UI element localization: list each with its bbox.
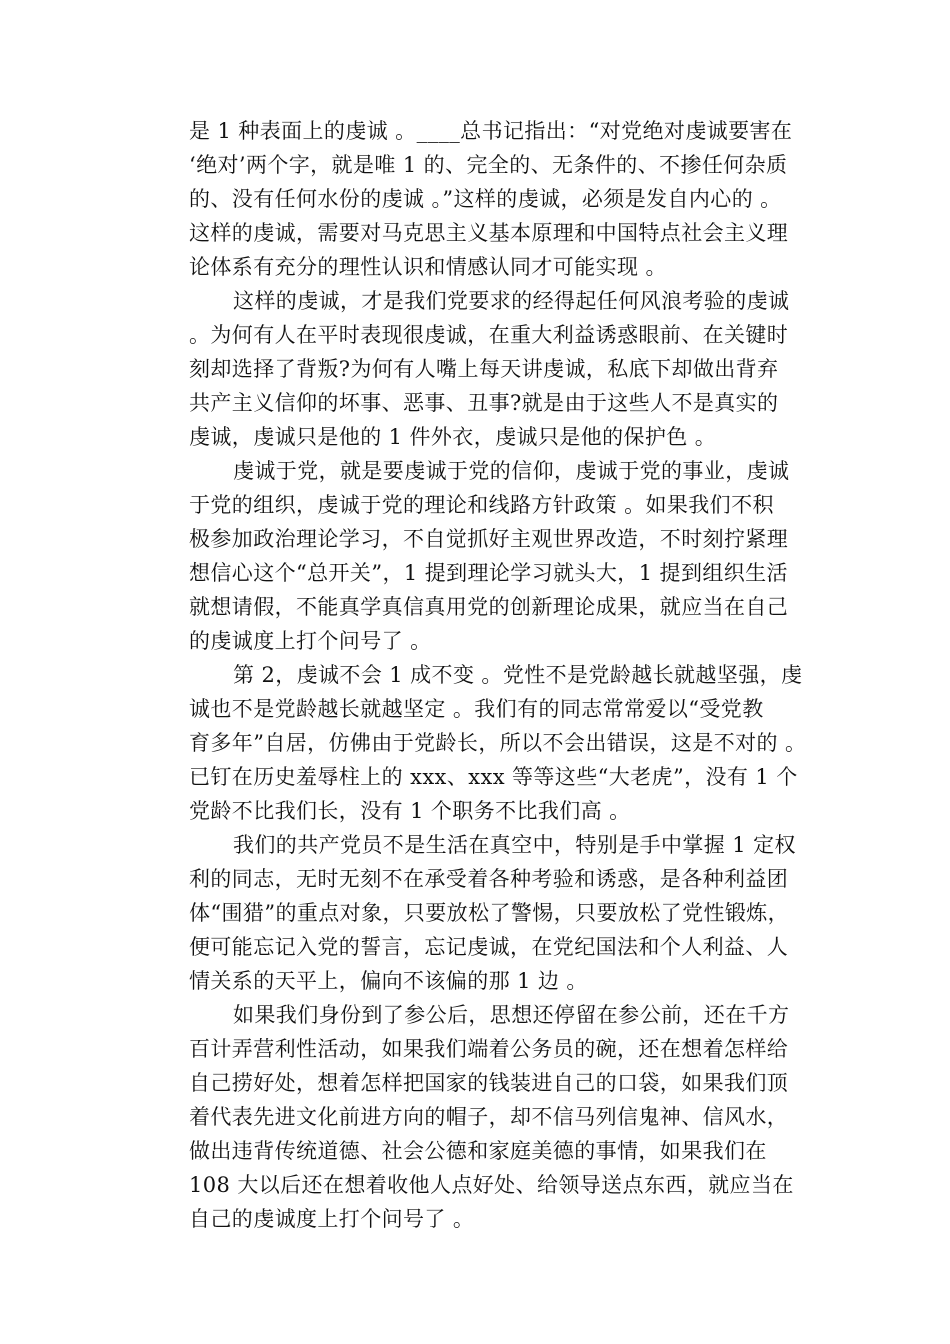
text-line: 着代表先进文化前进方向的帽子，却不信马列信鬼神、信风水， — [189, 1105, 789, 1129]
text-line: 虔诚，虔诚只是他的 1 件外衣，虔诚只是他的保护色 。 — [189, 425, 717, 449]
text-line: 于党的组织，虔诚于党的理论和线路方针政策 。如果我们不积 — [189, 493, 774, 517]
text-line: 第 2，虔诚不会 1 成不变 。党性不是党龄越长就越坚强，虔 — [233, 663, 803, 687]
text-line: 诚也不是党龄越长就越坚定 。我们有的同志常常爱以“受党教 — [189, 697, 764, 721]
text-line: 这样的虔诚，需要对马克思主义基本原理和中国特点社会主义理 — [189, 221, 789, 245]
text-line: 就想请假，不能真学真信真用党的创新理论成果，就应当在自己 — [189, 595, 789, 619]
text-line: 便可能忘记入党的誓言，忘记虔诚，在党纪国法和个人利益、人 — [189, 935, 789, 959]
text-line: 体“围猎”的重点对象，只要放松了警惕，只要放松了党性锻炼， — [189, 901, 790, 925]
text-line: 的、没有任何水份的虔诚 。”这样的虔诚，必须是发自内心的 。 — [189, 187, 782, 211]
text-line: 的虔诚度上打个问号了 。 — [189, 629, 432, 653]
text-line: 如果我们身份到了参公后，思想还停留在参公前，还在千方 — [233, 1003, 790, 1027]
text-line: 已钉在历史羞辱柱上的 xxx、xxx 等等这些“大老虎”，没有 1 个 — [189, 765, 798, 789]
text-line: 108 大以后还在想着收他人点好处、给领导送点东西，就应当在 — [189, 1173, 794, 1197]
text-line: 共产主义信仰的坏事、恶事、丑事?就是由于这些人不是真实的 — [189, 391, 779, 415]
text-line: 论体系有充分的理性认识和情感认同才可能实现 。 — [189, 255, 667, 279]
text-line: 。为何有人在平时表现很虔诚，在重大利益诱惑眼前、在关键时 — [189, 323, 789, 347]
text-line: 育多年”自居，仿佛由于党龄长，所以不会出错误，这是不对的 。 — [189, 731, 807, 755]
text-line: ‘绝对’两个字，就是唯 1 的、完全的、无条件的、不掺任何杂质 — [189, 153, 788, 177]
text-line: 百计弄营利性活动，如果我们端着公务员的碗，还在想着怎样给 — [189, 1037, 789, 1061]
text-line: 利的同志，无时无刻不在承受着各种考验和诱惑，是各种利益团 — [189, 867, 789, 891]
text-line: 想信心这个“总开关”，1 提到理论学习就头大，1 提到组织生活 — [189, 561, 788, 585]
paragraph — [189, 454, 819, 658]
text-line: 党龄不比我们长，没有 1 个职务不比我们高 。 — [189, 799, 631, 823]
document-body — [189, 114, 819, 1236]
paragraph — [189, 284, 819, 454]
text-line: 自己的虔诚度上打个问号了 。 — [189, 1207, 475, 1231]
text-line: 虔诚于党，就是要虔诚于党的信仰，虔诚于党的事业，虔诚 — [233, 459, 790, 483]
paragraph — [189, 998, 819, 1236]
paragraph — [189, 828, 819, 998]
text-line: 极参加政治理论学习，不自觉抓好主观世界改造，不时刻拧紧理 — [189, 527, 789, 551]
text-line: 是 1 种表面上的虔诚 。____总书记指出：“对党绝对虔诚要害在 — [189, 119, 793, 143]
text-line: 我们的共产党员不是生活在真空中，特别是手中掌握 1 定权 — [233, 833, 796, 857]
text-line: 自己捞好处，想着怎样把国家的钱装进自己的口袋，如果我们顶 — [189, 1071, 789, 1095]
text-line: 做出违背传统道德、社会公德和家庭美德的事情，如果我们在 — [189, 1139, 767, 1163]
text-line: 这样的虔诚，才是我们党要求的经得起任何风浪考验的虔诚 — [233, 289, 790, 313]
text-line: 刻却选择了背叛?为何有人嘴上每天讲虔诚，私底下却做出背弃 — [189, 357, 779, 381]
paragraph — [189, 658, 819, 828]
text-line: 情关系的天平上，偏向不该偏的那 1 边 。 — [189, 969, 588, 993]
paragraph — [189, 114, 819, 284]
